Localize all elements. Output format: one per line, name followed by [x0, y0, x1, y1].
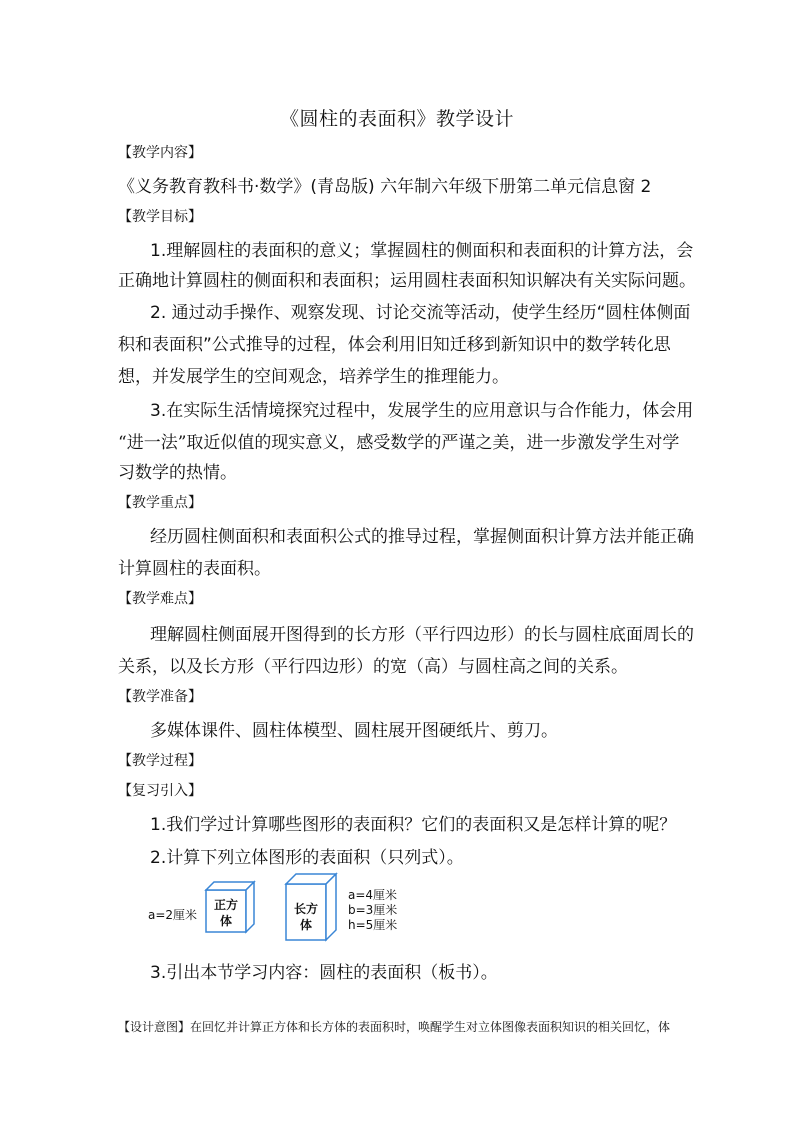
review-item-2: 2.计算下列立体图形的表面积（只列式）。 [150, 848, 464, 868]
process-heading: 【教学过程】 [118, 753, 202, 769]
goal-1-line-1: 1.理解圆柱的表面积的意义；掌握圆柱的侧面积和表面积的计算方法，会 [150, 241, 694, 261]
document-title: 《圆柱的表面积》教学设计 [279, 108, 514, 130]
design-note: 【设计意图】在回忆并计算正方体和长方体的表面积时，唤醒学生对立体图像表面积知识的相关回忆，体 [118, 1020, 671, 1034]
goal-3-line-1: 3.在实际生活情境探究过程中，发展学生的应用意识与合作能力，体会用 [150, 401, 694, 421]
cube-dimension-label: a=2厘米 [148, 908, 198, 922]
content-heading: 【教学内容】 [118, 145, 202, 161]
goals-heading: 【教学目标】 [118, 209, 202, 225]
review-item-3: 3.引出本节学习内容：圆柱的表面积（板书）。 [150, 963, 498, 983]
cuboid-label-line-2: 体 [299, 918, 312, 932]
key-points-line-1: 经历圆柱侧面积和表面积公式的推导过程，掌握侧面积计算方法并能正确 [150, 527, 694, 547]
cuboid-length-label: a=4厘米 [348, 888, 398, 902]
key-points-line-2: 计算圆柱的表面积。 [118, 559, 271, 579]
goal-2-line-3: 想，并发展学生的空间观念，培养学生的推理能力。 [118, 367, 509, 387]
goal-2-line-1: 2. 通过动手操作、观察发现、讨论交流等活动，使学生经历“圆柱体侧面 [150, 303, 691, 323]
goal-3-line-2: “进一法”取近似值的现实意义，感受数学的严谨之美，进一步激发学生对学 [118, 433, 680, 453]
goal-2-line-2: 积和表面积”公式推导的过程，体会利用旧知迁移到新知识中的数学转化思 [118, 335, 671, 355]
review-heading: 【复习引入】 [118, 783, 202, 799]
content-text: 《义务教育教科书·数学》(青岛版) 六年制六年级下册第二单元信息窗 2 [118, 177, 652, 197]
cube-label-line-2: 体 [219, 914, 232, 928]
difficulty-line-2: 关系，以及长方形（平行四边形）的宽（高）与圆柱高之间的关系。 [118, 657, 628, 677]
cuboid-label-line-1: 长方 [293, 902, 318, 916]
difficulty-line-1: 理解圆柱侧面展开图得到的长方形（平行四边形）的长与圆柱底面周长的 [150, 625, 694, 645]
goal-1-line-2: 正确地计算圆柱的侧面积和表面积；运用圆柱表面积知识解决有关实际问题。 [118, 271, 696, 291]
key-points-heading: 【教学重点】 [118, 495, 202, 511]
difficulty-heading: 【教学难点】 [118, 591, 202, 607]
cuboid-height-label: h=5厘米 [348, 918, 398, 932]
goal-3-line-3: 习数学的热情。 [118, 463, 237, 483]
preparation-heading: 【教学准备】 [118, 689, 202, 705]
cuboid-width-label: b=3厘米 [348, 903, 398, 917]
solid-figures [148, 870, 448, 945]
cube-label-line-1: 正方 [213, 898, 238, 912]
review-item-1: 1.我们学过计算哪些图形的表面积？它们的表面积又是怎样计算的呢？ [150, 815, 677, 835]
preparation-text: 多媒体课件、圆柱体模型、圆柱展开图硬纸片、剪刀。 [150, 721, 558, 741]
